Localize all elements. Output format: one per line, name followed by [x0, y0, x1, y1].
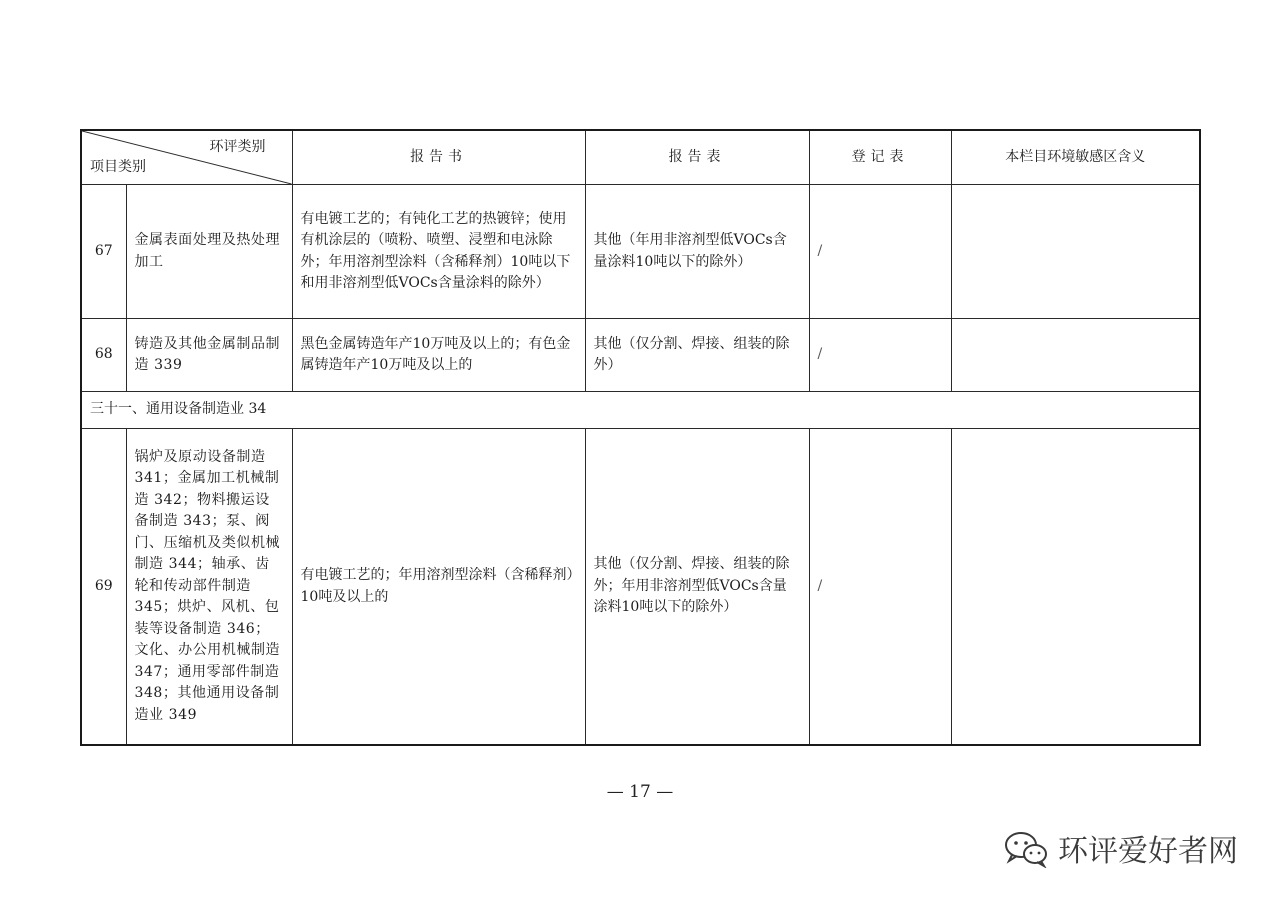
register-cell: / [809, 185, 951, 319]
report-book-cell: 黑色金属铸造年产10万吨及以上的；有色金属铸造年产10万吨及以上的 [292, 319, 585, 392]
corner-eia-category: 环评类别 [209, 139, 266, 155]
row-number: 68 [81, 319, 126, 392]
sensitive-area-cell [951, 319, 1200, 392]
section-heading: 三十一、通用设备制造业 34 [81, 392, 1200, 429]
report-table-cell: 其他（仅分割、焊接、组装的除外；年用非溶剂型低VOCs含量涂料10吨以下的除外） [585, 429, 809, 746]
report-table-cell: 其他（仅分割、焊接、组装的除外） [585, 319, 809, 392]
classification-table [80, 129, 1201, 746]
header-register-table: 登记表 [809, 130, 951, 185]
table-row [81, 185, 1200, 319]
header-report-book: 报告书 [292, 130, 585, 185]
header-row [81, 130, 1200, 185]
diagonal-header-cell [81, 130, 292, 185]
header-sensitive-area: 本栏目环境敏感区含义 [951, 130, 1200, 185]
page-number: — 17 — [606, 782, 674, 802]
table-row [81, 319, 1200, 392]
wechat-icon [1002, 828, 1050, 868]
register-cell: / [809, 429, 951, 746]
header-report-table: 报告表 [585, 130, 809, 185]
row-number: 67 [81, 185, 126, 319]
watermark-text: 环评爱好者网 [1058, 834, 1238, 869]
watermark [1002, 826, 1238, 870]
table-row [81, 429, 1200, 746]
project-category: 铸造及其他金属制品制造 339 [126, 319, 292, 392]
project-category: 金属表面处理及热处理加工 [126, 185, 292, 319]
section-row [81, 392, 1200, 429]
project-category: 锅炉及原动设备制造 341；金属加工机械制造 342；物料搬运设备制造 343；泵、阀门、压缩机及类似机械制造 344；轴承、齿轮和传动部件制造 345；烘炉、风机、包装等设备制造 346；文化、办公用机械制造 347；通用零部件制造 348；其他通用设备制造业 349 [126, 429, 292, 746]
report-table-cell: 其他（年用非溶剂型低VOCs含量涂料10吨以下的除外） [585, 185, 809, 319]
sensitive-area-cell [951, 429, 1200, 746]
report-book-cell: 有电镀工艺的；有钝化工艺的热镀锌；使用有机涂层的（喷粉、喷塑、浸塑和电泳除外；年用溶剂型涂料（含稀释剂）10吨以下和用非溶剂型低VOCs含量涂料的除外） [292, 185, 585, 319]
report-book-cell: 有电镀工艺的；年用溶剂型涂料（含稀释剂）10吨及以上的 [292, 429, 585, 746]
row-number: 69 [81, 429, 126, 746]
sensitive-area-cell [951, 185, 1200, 319]
register-cell: / [809, 319, 951, 392]
corner-project-category: 项目类别 [90, 158, 146, 175]
